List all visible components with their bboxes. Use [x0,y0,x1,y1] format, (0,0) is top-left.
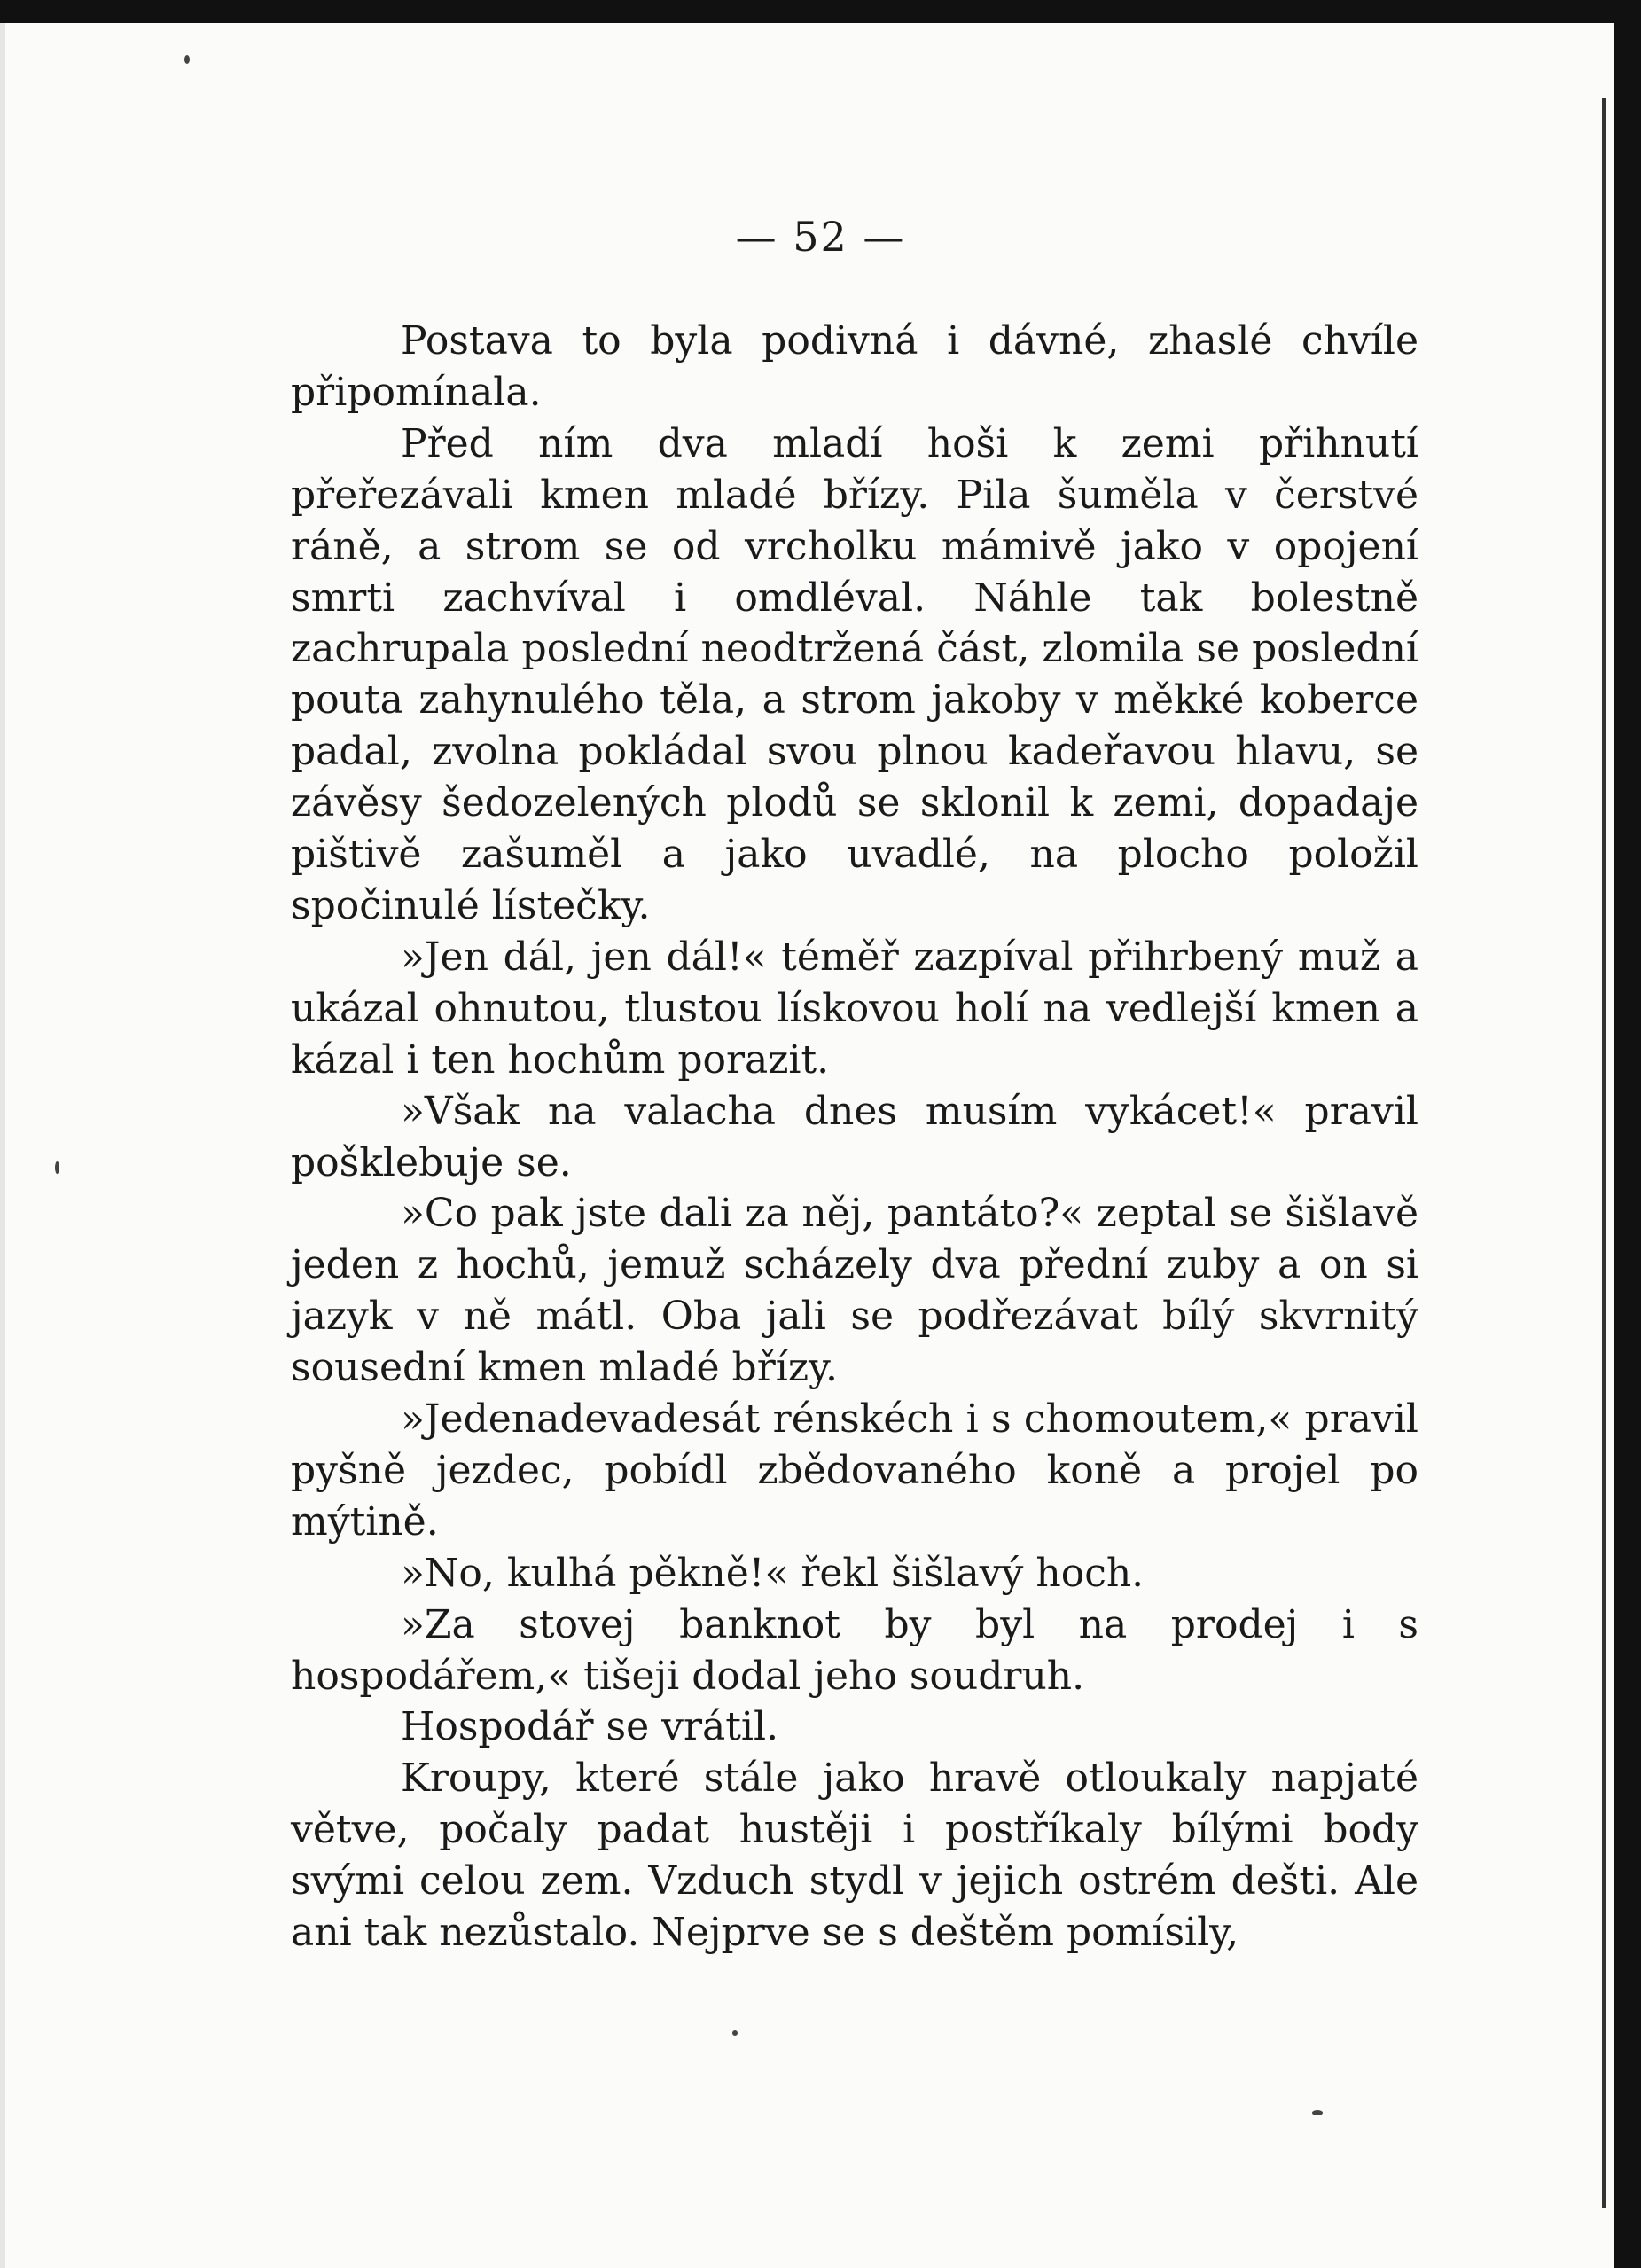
paragraph: »Však na valacha dnes musím vykácet!« pravil pošklebuje se. [291,1088,1418,1185]
scan-shadow-line [1602,98,1606,2208]
paragraph: Před ním dva mladí hoši k zemi přihnutí přeřezávali kmen mladé břízy. Pila šuměla v čerstvé ráně, a strom se od vrcholku mámivě jako v opojení smrti zachvíval i omdléval. Náhle tak bolestně zachrupala poslední neodtržená část, zlomila se poslední pouta zahynulého těla, a strom jakoby v měkké koberce padal, zvolna pokládal svou plnou kadeřavou hlavu, se závěsy šedozelených plodů se sklonil k zemi, dopadaje pištivě zašuměl a jako uvadlé, na plocho položil spočinulé lístečky. [291,420,1418,928]
scan-speck [1312,2110,1323,2115]
scan-border-right [1614,0,1641,2268]
paragraph: Kroupy, které stále jako hravě otloukaly napjaté větve, počaly padat hustěji i postříkaly bílými body svými celou zem. Vzduch stydl v jejich ostrém dešti. Ale ani tak nezůstalo. Nejprve se s deštěm pomísily, [291,1756,1418,1956]
scan-speck [55,1161,59,1174]
paragraph: »Jen dál, jen dál!« téměř zazpíval přihrbený muž a ukázal ohnutou, tlustou lískovou holí na vedlejší kmen a kázal i ten hochům porazit. [291,934,1418,1083]
paragraph: »Co pak jste dali za něj, pantáto?« zeptal se šišlavě jeden z hochů, jemuž scházely dva přední zuby a on si jazyk v ně mátl. Oba jali se podřezávat bílý skvrnitý sousední kmen mladé břízy. [291,1191,1418,1391]
scan-speck [732,2030,738,2036]
scan-border-top [0,0,1641,23]
paragraph: »Za stovej banknot by byl na prodej i s hospodářem,« tišeji dodal jeho soudruh. [291,1601,1418,1699]
body-text [291,316,1418,1959]
paragraph: »No, kulhá pěkně!« řekl šišlavý hoch. [401,1550,1145,1596]
page-number: — 52 — [735,213,906,261]
paragraph: Postava to byla podivná i dávné, zhaslé chvíle připomínala. [291,318,1418,415]
page-edge-left [0,0,5,2268]
paragraph: Hospodář se vrátil. [401,1704,779,1750]
scan-speck [184,55,190,64]
paragraph: »Jedenadevadesát rénskéch i s chomoutem,« pravil pyšně jezdec, pobídl zbědovaného koně a projel po mýtině. [291,1396,1418,1545]
